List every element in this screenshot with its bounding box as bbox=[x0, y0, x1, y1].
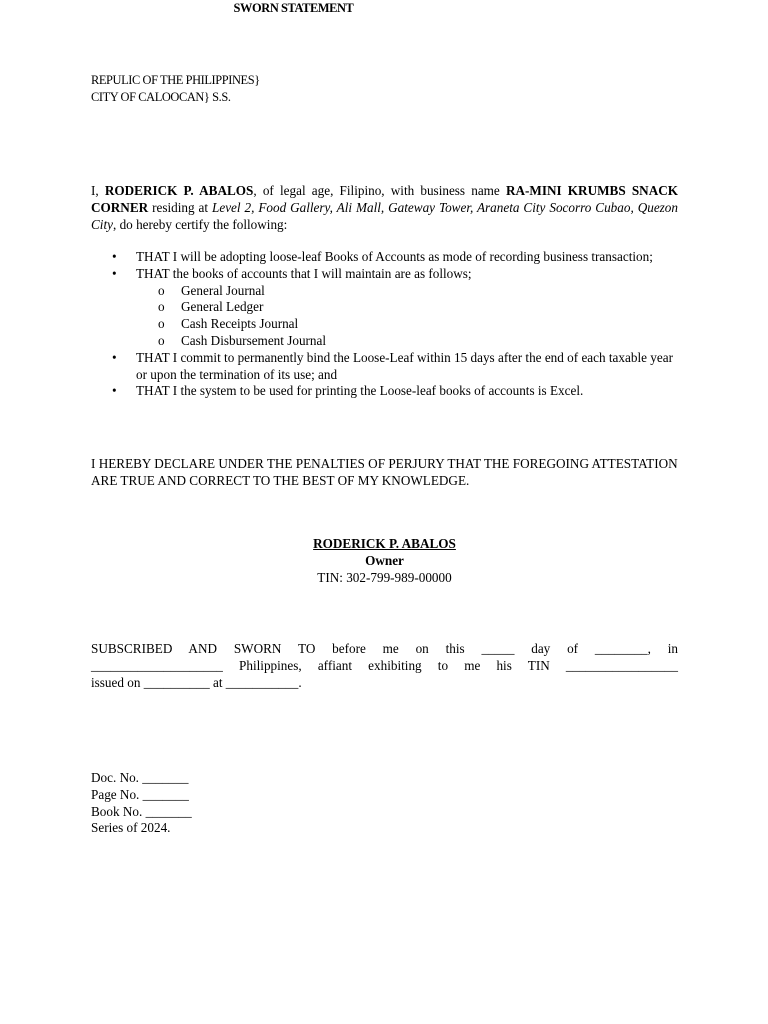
affiant-name: RODERICK P. ABALOS bbox=[104, 183, 254, 198]
signatory-name: RODERICK P. ABALOS bbox=[313, 536, 456, 551]
list-item bbox=[91, 266, 681, 350]
books-list bbox=[136, 283, 681, 350]
perjury-declaration: I HEREBY DECLARE UNDER THE PENALTIES OF PERJURY THAT THE FOREGOING ATTESTATION ARE TRUE AND CORRECT TO THE BEST OF MY KNOWLEDGE. bbox=[91, 456, 678, 488]
book-number: Book No. _______ bbox=[91, 803, 192, 819]
sub-list-item bbox=[136, 299, 681, 316]
series-year: Series of 2024. bbox=[91, 820, 171, 836]
page-number: Page No. _______ bbox=[91, 786, 189, 802]
jurat-line-3: issued on __________ at ___________. bbox=[91, 674, 302, 690]
business-address: Level 2, Food Gallery, Ali Mall, Gateway Tower, Araneta City Socorro Cubao, Quezon City bbox=[91, 199, 678, 232]
intro-text-3: residing at bbox=[148, 199, 212, 215]
list-item bbox=[91, 383, 681, 400]
circle-bullet-icon: o bbox=[158, 316, 165, 332]
document-title: SWORN STATEMENT bbox=[233, 1, 354, 15]
intro-text-2: , of legal age, Filipino, with business name bbox=[253, 183, 506, 198]
list-item-text: THAT I commit to permanently bind the Loose-Leaf within 15 days after the end of each taxable year or upon the termination of its use; and bbox=[136, 349, 673, 382]
bullet-icon: • bbox=[112, 249, 117, 264]
venue-city: CITY OF CALOOCAN} S.S. bbox=[91, 89, 231, 104]
jurat-paragraph bbox=[91, 641, 678, 691]
sub-list-item-text: General Ledger bbox=[181, 299, 264, 315]
jurat-line-1: SUBSCRIBED AND SWORN TO before me on this _____ day of ________, in bbox=[91, 641, 678, 656]
sub-list-item bbox=[136, 333, 681, 350]
sub-list-item-text: General Journal bbox=[181, 282, 265, 298]
circle-bullet-icon: o bbox=[158, 282, 165, 298]
jurat-line-2: ____________________ Philippines, affiant exhibiting to me his TIN _________________ bbox=[91, 657, 678, 673]
bullet-icon: • bbox=[112, 383, 117, 399]
sub-list-item-text: Cash Receipts Journal bbox=[181, 316, 299, 332]
list-item-text: THAT I will be adopting loose-leaf Books of Accounts as mode of recording business transaction; bbox=[136, 249, 653, 264]
bullet-icon: • bbox=[112, 265, 117, 281]
list-item bbox=[91, 350, 681, 384]
bullet-icon: • bbox=[112, 349, 117, 365]
doc-number: Doc. No. _______ bbox=[91, 770, 189, 785]
signature-block bbox=[91, 536, 678, 586]
venue-header bbox=[91, 72, 678, 106]
certification-list bbox=[91, 249, 681, 400]
venue-republic: REPULIC OF THE PHILIPPINES} bbox=[91, 73, 260, 87]
notarial-register bbox=[91, 770, 678, 837]
sub-list-item bbox=[136, 316, 681, 333]
circle-bullet-icon: o bbox=[158, 299, 165, 315]
signatory-tin: TIN: 302-799-989-00000 bbox=[317, 569, 452, 585]
intro-text-1: I, bbox=[91, 183, 105, 198]
sub-list-item-text: Cash Disbursement Journal bbox=[181, 332, 327, 348]
circle-bullet-icon: o bbox=[158, 332, 165, 348]
list-item bbox=[91, 249, 681, 266]
signatory-role: Owner bbox=[365, 552, 404, 568]
business-name: RA-MINI KRUMBS SNACK CORNER bbox=[91, 183, 678, 215]
intro-paragraph bbox=[91, 183, 678, 233]
sub-list-item bbox=[136, 283, 681, 300]
list-item-text: THAT I the system to be used for printing the Loose-leaf books of accounts is Excel. bbox=[136, 383, 584, 399]
list-item-text: THAT the books of accounts that I will maintain are as follows; bbox=[136, 265, 472, 281]
intro-text-4: , do hereby certify the following: bbox=[112, 216, 288, 232]
